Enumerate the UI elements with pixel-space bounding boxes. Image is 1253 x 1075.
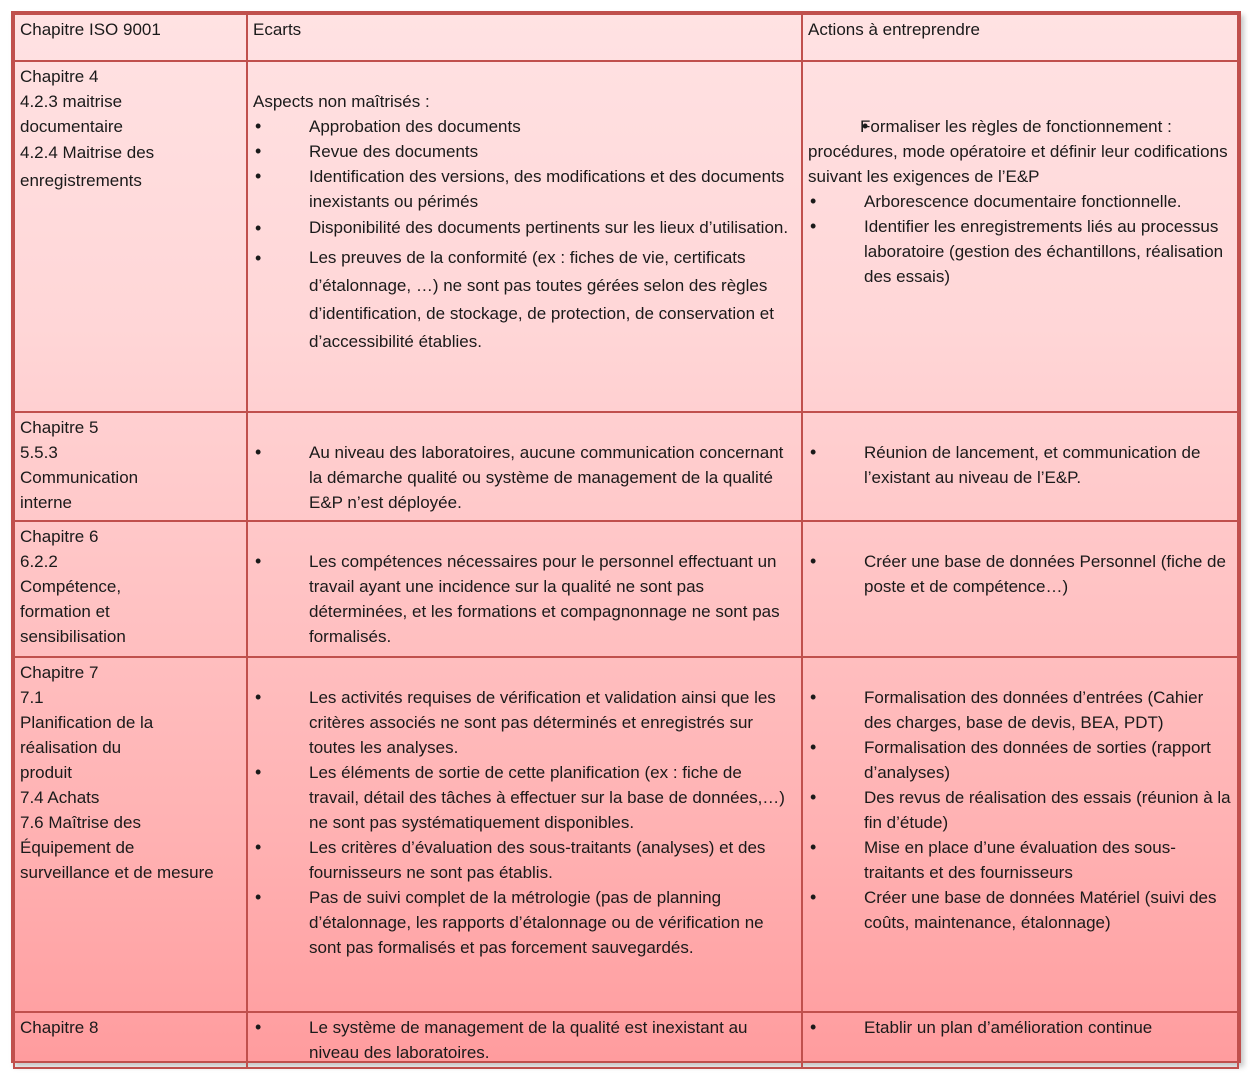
chapter-line: enregistrements	[20, 171, 142, 190]
table-row	[14, 61, 1238, 412]
list-item: • Le système de management de la qualité est inexistant au niveau des laboratoires.	[253, 1015, 796, 1065]
actions-list	[808, 685, 1232, 935]
list-item: • Les éléments de sortie de cette planification (ex : fiche de travail, détail des tâches à effectuer sur la base de données,…) ne sont pas systématiquement disponibles.	[253, 760, 796, 835]
ecarts-cell	[247, 1012, 802, 1068]
actions-cell	[802, 521, 1238, 657]
chapter-cell	[14, 412, 247, 521]
list-item: • Créer une base de données Personnel (fiche de poste et de compétence…)	[808, 549, 1232, 599]
chapter-line: Équipement de	[20, 838, 135, 857]
actions-list	[808, 114, 1232, 289]
chapter-line: 7.4 Achats	[20, 788, 100, 807]
list-item: • Les critères d’évaluation des sous-traitants (analyses) et des fournisseurs ne sont pas établis.	[253, 835, 796, 885]
list-item: • Mise en place d’une évaluation des sous-traitants et des fournisseurs	[808, 835, 1232, 885]
chapter-line: Planification de la	[20, 713, 154, 732]
chapter-line: sensibilisation	[20, 627, 126, 646]
ecarts-list	[253, 114, 796, 356]
header-chapter: Chapitre ISO 9001	[14, 14, 247, 61]
ecarts-cell	[247, 657, 802, 1012]
ecarts-list	[253, 685, 796, 960]
chapter-line: Chapitre 8	[20, 1018, 99, 1037]
ecarts-cell	[247, 412, 802, 521]
actions-list	[808, 1015, 1232, 1040]
table-row	[14, 657, 1238, 1012]
list-item: • Réunion de lancement, et communication de l’existant au niveau de l’E&P.	[808, 440, 1232, 490]
list-item: • Disponibilité des documents pertinents sur les lieux d’utilisation.	[253, 214, 796, 242]
chapter-line: interne	[20, 493, 72, 512]
chapter-line: 7.6 Maîtrise des	[20, 813, 141, 832]
table-row	[14, 521, 1238, 657]
chapter-cell	[14, 521, 247, 657]
chapter-line: surveillance et de mesure	[20, 863, 214, 882]
chapter-line: documentaire	[20, 117, 124, 136]
actions-cell	[802, 1012, 1238, 1068]
chapter-line: Compétence,	[20, 577, 122, 596]
chapter-line: produit	[20, 763, 72, 782]
table-header-row	[14, 14, 1238, 61]
list-item: • Pas de suivi complet de la métrologie (pas de planning d’étalonnage, les rapports d’étalonnage ou de vérification ne sont pas formalisés et pas forcement sauvegardés.	[253, 885, 796, 960]
ecarts-list	[253, 440, 796, 515]
list-item: • Des revus de réalisation des essais (réunion à la fin d’étude)	[808, 785, 1232, 835]
list-item: • Etablir un plan d’amélioration continue	[808, 1015, 1232, 1040]
chapter-line: 7.1	[20, 688, 44, 707]
chapter-line: 4.2.3 maitrise	[20, 92, 123, 111]
list-item: • Formaliser les règles de fonctionnement : procédures, mode opératoire et définir leur codifications suivant les exigences de l’E&P	[808, 114, 1232, 189]
chapter-cell	[14, 61, 247, 412]
gap-analysis-table	[13, 13, 1239, 1069]
chapter-line: Chapitre 6	[20, 527, 99, 546]
list-item: • Les compétences nécessaires pour le personnel effectuant un travail ayant une incidence sur la qualité ne sont pas déterminées, et les formations et compagnonnage ne sont pas formalisés.	[253, 549, 796, 649]
ecarts-list	[253, 549, 796, 649]
chapter-line: formation et	[20, 602, 110, 621]
chapter-cell	[14, 657, 247, 1012]
list-item: • Arborescence documentaire fonctionnelle.	[808, 189, 1232, 214]
header-actions: Actions à entreprendre	[802, 14, 1238, 61]
actions-cell	[802, 657, 1238, 1012]
ecarts-cell	[247, 521, 802, 657]
list-item: • Les preuves de la conformité (ex : fiches de vie, certificats d’étalonnage, …) ne sont pas toutes gérées selon des règles d’identification, de stockage, de protection, de conservation et d’accessibilité établies.	[253, 244, 796, 356]
header-ecarts: Ecarts	[247, 14, 802, 61]
list-item: • Les activités requises de vérification et validation ainsi que les critères associés ne sont pas déterminés et enregistrés sur toutes les analyses.	[253, 685, 796, 760]
chapter-line: Communication	[20, 468, 139, 487]
chapter-line: 4.2.4 Maitrise des	[20, 143, 155, 162]
table-row	[14, 1012, 1238, 1068]
list-item: • Formalisation des données d’entrées (Cahier des charges, base de devis, BEA, PDT)	[808, 685, 1232, 735]
list-item: • Identification des versions, des modifications et des documents inexistants ou périmés	[253, 164, 796, 214]
list-item: • Au niveau des laboratoires, aucune communication concernant la démarche qualité ou système de management de la qualité E&P n’est déployée.	[253, 440, 796, 515]
list-item: • Approbation des documents	[253, 114, 796, 139]
ecarts-intro: Aspects non maîtrisés :	[253, 92, 430, 111]
list-item: • Identifier les enregistrements liés au processus laboratoire (gestion des échantillons, réalisation des essais)	[808, 214, 1232, 289]
iso9001-gap-table	[11, 11, 1241, 1063]
actions-list	[808, 549, 1232, 599]
list-item: • Créer une base de données Matériel (suivi des coûts, maintenance, étalonnage)	[808, 885, 1232, 935]
list-item: • Formalisation des données de sorties (rapport d’analyses)	[808, 735, 1232, 785]
chapter-cell	[14, 1012, 247, 1068]
chapter-line: 6.2.2	[20, 552, 58, 571]
chapter-line: 5.5.3	[20, 443, 58, 462]
actions-list	[808, 440, 1232, 490]
actions-cell	[802, 61, 1238, 412]
ecarts-cell	[247, 61, 802, 412]
chapter-line: Chapitre 4	[20, 67, 99, 86]
table-row	[14, 412, 1238, 521]
chapter-line: réalisation du	[20, 738, 122, 757]
actions-cell	[802, 412, 1238, 521]
chapter-line: Chapitre 7	[20, 663, 99, 682]
ecarts-list	[253, 1015, 796, 1065]
list-item: • Revue des documents	[253, 139, 796, 164]
chapter-line: Chapitre 5	[20, 418, 99, 437]
